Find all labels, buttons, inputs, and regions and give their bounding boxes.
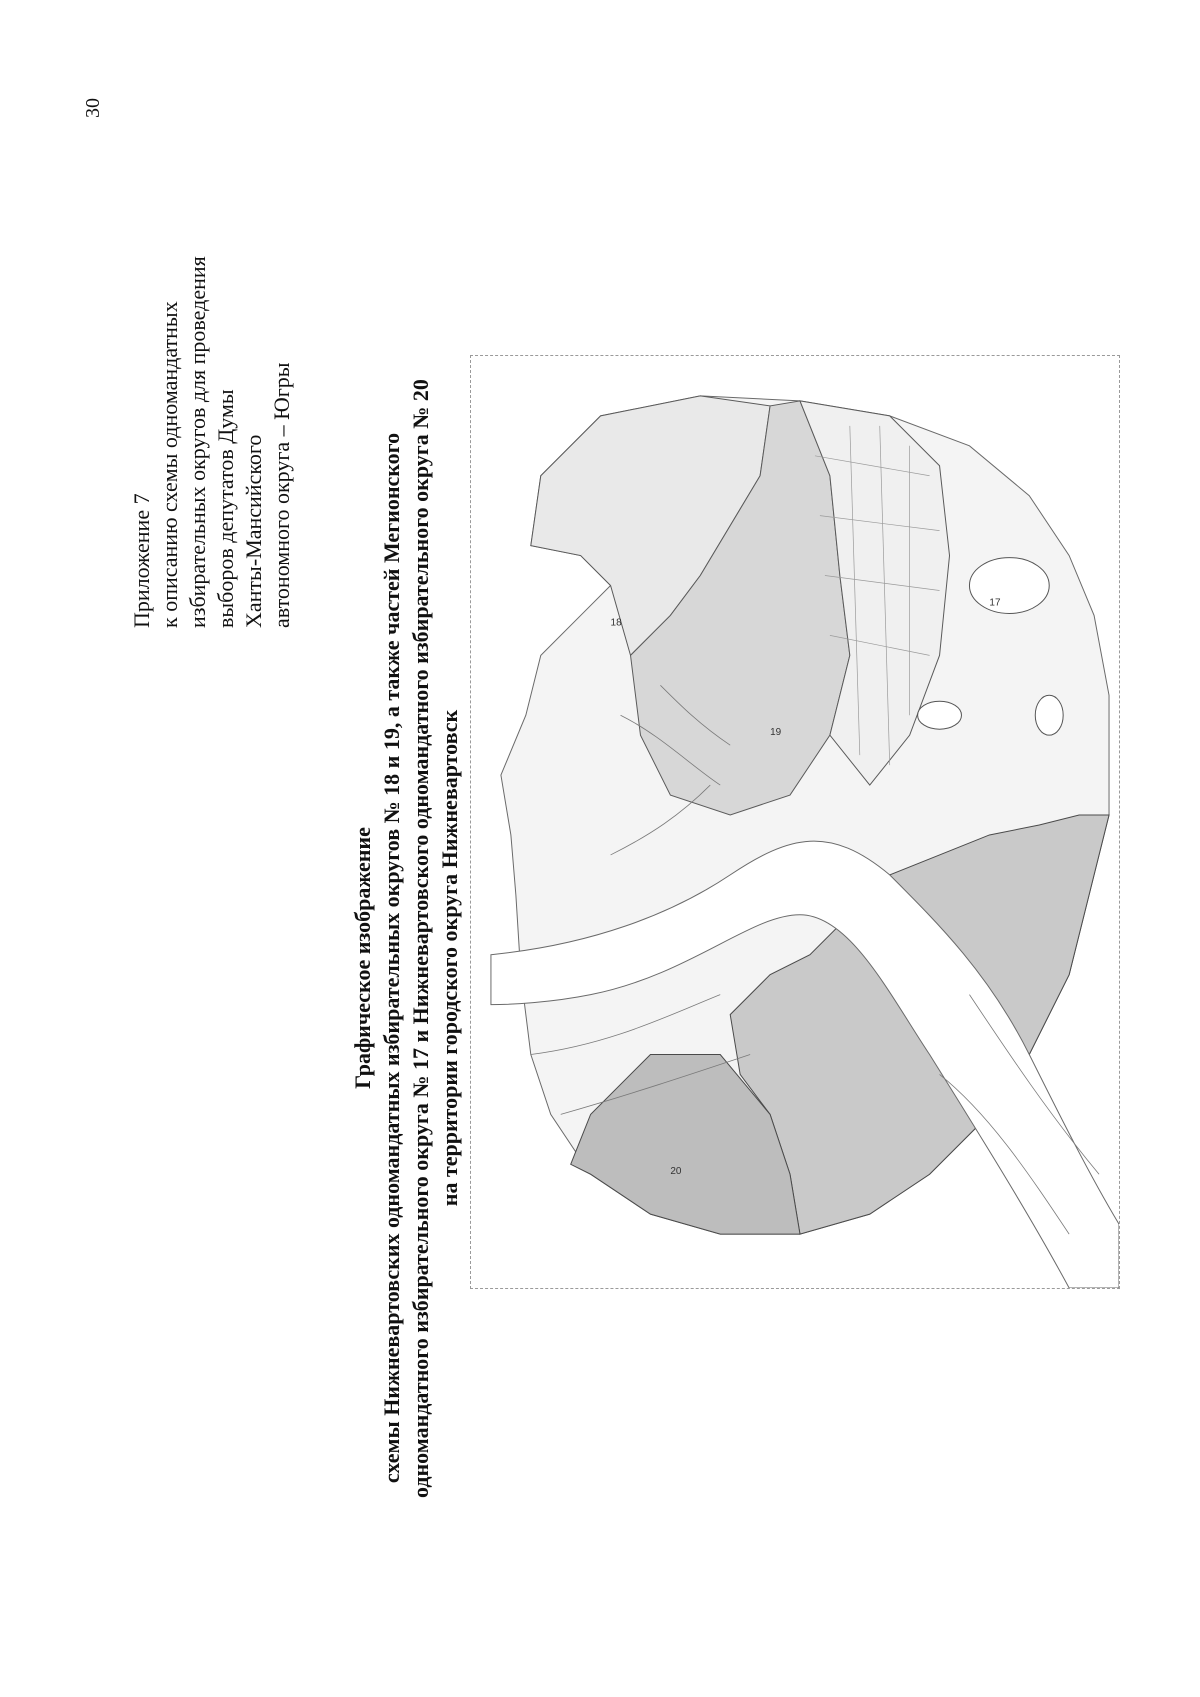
appendix-line: Ханты-Мансийского (241, 434, 266, 628)
appendix-line: выборов депутатов Думы (213, 389, 238, 628)
page-number: 30 (82, 98, 104, 118)
district-label: 17 (989, 597, 1001, 609)
appendix-line: избирательных округов для проведения (185, 256, 210, 628)
title-line: на территории городского округа Нижневартовск (437, 709, 462, 1207)
district-map (470, 355, 1120, 1289)
district-label: 18 (610, 617, 622, 629)
district-label: 19 (770, 727, 782, 739)
title-line: Графическое изображение (350, 827, 375, 1089)
appendix-note (128, 256, 296, 628)
lake (1035, 695, 1063, 735)
lake (918, 701, 962, 729)
appendix-line: автономного округа – Югры (269, 362, 294, 628)
lake (969, 558, 1049, 614)
district-map-svg (471, 356, 1119, 1288)
title-line: схемы Нижневартовских одномандатных избирательных округов № 18 и 19, а также частей Мегионского (379, 432, 404, 1484)
title-line: одномандатного избирательного округа № 17 и Нижневартовского одномандатного избирательного округа № 20 (408, 379, 433, 1498)
document-title (348, 379, 464, 1498)
appendix-line: Приложение 7 (129, 493, 154, 628)
district-label: 20 (670, 1166, 682, 1178)
appendix-line: к описанию схемы одномандатных (157, 301, 182, 628)
